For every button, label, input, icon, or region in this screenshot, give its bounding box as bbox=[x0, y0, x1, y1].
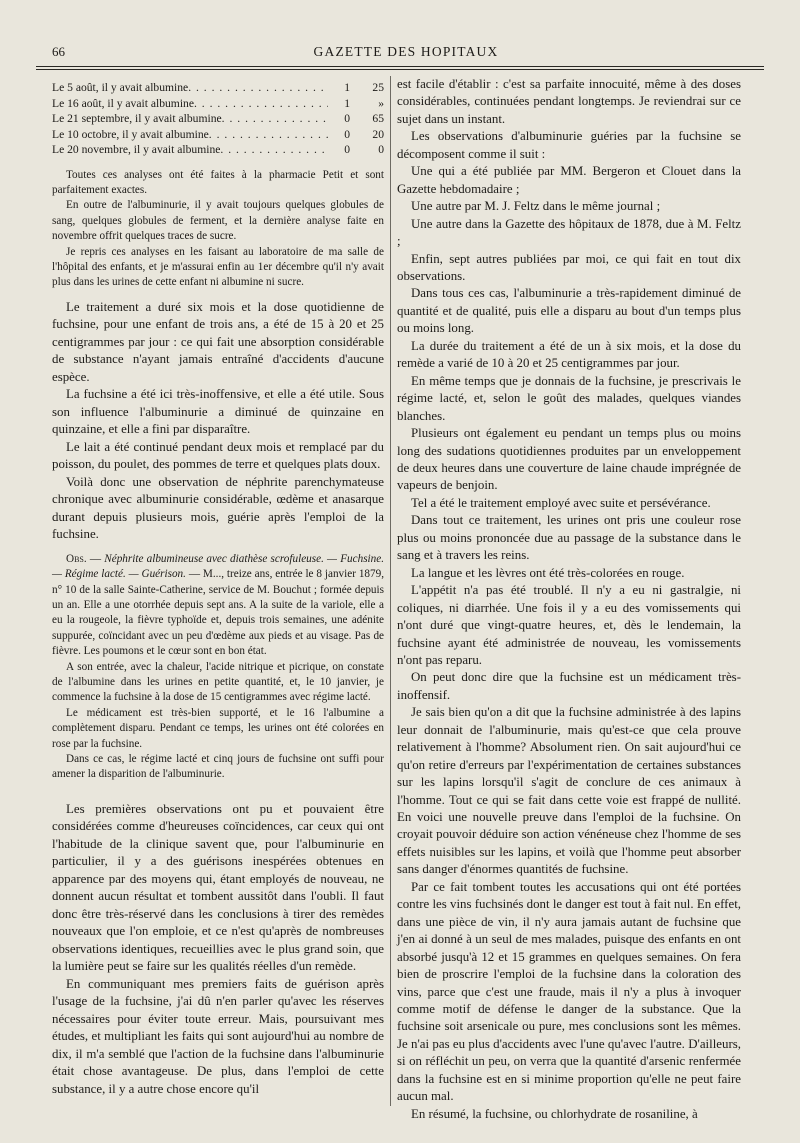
spacer bbox=[52, 544, 384, 552]
analysis-value: 20 bbox=[372, 127, 384, 141]
paragraph: Le traitement a duré six mois et la dose quotidienne de fuchsine, pour une enfant de trois ans, a été de 15 à 20 et 25 centigrammes par jour : ce qui fait une absorption considérable de substance n'ayant jamais entraîné d'accidents d'aucune espèce. bbox=[52, 299, 384, 384]
column-divider bbox=[390, 76, 391, 1106]
analysis-value: » bbox=[378, 96, 384, 110]
observation-label: Obs. bbox=[66, 552, 87, 565]
analysis-value: 0 bbox=[344, 143, 350, 156]
leader-dots bbox=[194, 96, 328, 112]
observation-title: Néphrite albumineuse avec diathèse scrofuleuse. — Fuchsine. — Régime lacté. — Guérison. bbox=[52, 552, 385, 581]
paragraph: Dans ce cas, le régime lacté et cinq jours de fuchsine ont suffi pour amener la disparition de l'albuminurie. bbox=[52, 753, 384, 781]
paragraph: Tel a été le traitement employé avec suite et persévérance. bbox=[411, 495, 711, 510]
paragraph: L'appétit n'a pas été troublé. Il n'y a eu ni gastralgie, ni coliques, ni diarrhée. Une fois il y a eu des vomissements qui n'ont duré que vingt-quatre heures, et, dès le lendemain, la fuchsine ayant été administrée de nouveau, les vomissements n'ont pas reparu. bbox=[397, 583, 741, 667]
header-rule bbox=[36, 66, 764, 70]
paragraph: Les observations d'albuminurie guéries par la fuchsine se décomposent comme il suit : bbox=[397, 129, 741, 161]
analysis-row bbox=[52, 111, 384, 127]
paragraph: Une autre par M. J. Feltz dans le même journal ; bbox=[411, 199, 661, 214]
analysis-row bbox=[52, 96, 384, 112]
paragraph: Enfin, sept autres publiées par moi, ce qui fait en tout dix observations. bbox=[397, 251, 741, 283]
analysis-row bbox=[52, 80, 384, 96]
paragraph: Les premières observations ont pu et pouvaient être considérées comme d'heureuses coïncidences, car ceux qui ont l'habitude de la clinique savent que, pour l'albuminurie en particulier, il y a des guérisons inespérées obtenues en apparence par des moyens qui, étant employés de nouveau, ne donnent aucun résultat et tombent aussitôt dans l'oubli. Il faut donc être très-réservé dans les conclusions à tirer des remèdes nouveaux que l'on emploie, et ce n'est qu'après de nombreuses observations identiques, recueillies avec le plus grand soin, que la lumière peut se faire sur les qualités réelles d'un remède. bbox=[52, 801, 384, 974]
analysis-table bbox=[52, 80, 384, 158]
paragraph: La fuchsine a été ici très-inoffensive, et elle a été utile. Sous son influence l'albuminurie a diminué de quinzaine en quinzaine, et elle a fini par disparaître. bbox=[52, 387, 384, 437]
leader-dots bbox=[220, 142, 328, 158]
paragraph: En résumé, la fuchsine, ou chlorhydrate de rosaniline, à bbox=[411, 1106, 698, 1121]
paragraph: Dans tous ces cas, l'albuminurie a très-rapidement diminué de quantité et de qualité, puis elle a disparu au bout d'un temps plus ou moins long. bbox=[397, 286, 741, 336]
paragraph: Dans tout ce traitement, les urines ont pris une couleur rose plus ou moins prononcée due au passage de la substance dans le sang et à travers les reins. bbox=[397, 513, 741, 563]
paragraph: On peut donc dire que la fuchsine est un médicament très-inoffensif. bbox=[397, 670, 741, 702]
analysis-label: Le 20 novembre, il y avait albumine bbox=[52, 143, 221, 156]
analysis-row bbox=[52, 142, 384, 158]
paragraph: Une qui a été publiée par MM. Bergeron et Clouet dans la Gazette hebdomadaire ; bbox=[397, 164, 741, 196]
paragraph: En même temps que je donnais de la fuchsine, je prescrivais le régime lacté, et, selon le goût des malades, quelques viandes blanches. bbox=[397, 373, 741, 423]
right-column bbox=[397, 76, 741, 1123]
observation-heading: Obs. — Néphrite albumineuse avec diathèse scrofuleuse. — Fuchsine. — Régime lacté. — Guérison. — M..., treize ans, entrée le 8 janvier 1879, n° 10 de la salle Sainte-Catherine, service de M. Bouchut ; formée depuis un an. Elle a une otorrhée depuis sept ans. A la suite de la variole, elle a eu la rougeole, la fièvre typhoïde et, depuis trois semaines, une adénite suppurée, coïncidant avec un peu d'œdème aux pieds et au visage. Pas de fièvre. Les poumons et le cœur sont en bon état. bbox=[52, 552, 385, 658]
spacer bbox=[52, 291, 384, 299]
analysis-label: Le 21 septembre, il y avait albumine bbox=[52, 112, 222, 125]
paragraph: Plusieurs ont également eu pendant un temps plus ou moins long des sudations quotidiennes produites par un enveloppement de deux heures dans une couverture de laine chaude imprégnée de vapeurs de benjoin. bbox=[397, 426, 741, 493]
paragraph: La langue et les lèvres ont été très-colorées en rouge. bbox=[411, 565, 685, 580]
analysis-value: 0 bbox=[378, 143, 384, 156]
page-header bbox=[52, 44, 760, 64]
left-column bbox=[52, 76, 384, 1098]
paragraph: A son entrée, avec la chaleur, l'acide nitrique et picrique, on constate de l'albumine dans les urines en petite quantité, et, le 10 janvier, je commence la fuchsine à la dose de 15 centigrammes avec régime lacté. bbox=[52, 660, 384, 704]
running-title: GAZETTE DES HOPITAUX bbox=[313, 44, 499, 59]
paragraph: La durée du traitement a été de un à six mois, et la dose du remède a varié de 10 à 20 et 25 centigrammes par jour. bbox=[397, 338, 741, 371]
paragraph: Voilà donc une observation de néphrite parenchymateuse chronique avec albuminurie considérable, œdème et anasarque durant depuis plusieurs mois, guérie après l'emploi de la fuchsine. bbox=[52, 474, 384, 542]
paragraph: Je sais bien qu'on a dit que la fuchsine administrée à des lapins leur donnait de l'albuminurie, mais qu'est-ce que cela prouve relativement à l'homme? Absolument rien. On sait aujourd'hui ce qu'on retire d'erreurs par l'expérimentation de certaines substances sur les lapins lorsqu'il s'agit de conclure de ces animaux à l'homme. Tout ce qui se fait dans cette voie est frappé de nullité. En voici une nouvelle preuve dans l'emploi de la fuchsine. On croyait pouvoir déduire son action vénéneuse chez l'homme de ses effets nuisibles sur les lapins, et voilà que l'homme peut absorber sans danger d'énormes quantités de fuchsine. bbox=[397, 705, 741, 877]
analysis-value: 0 bbox=[344, 127, 350, 141]
paragraph: Le lait a été continué pendant deux mois et remplacé par du poisson, du poulet, des pommes de terre et quelques plats doux. bbox=[52, 439, 384, 472]
analysis-label: Le 5 août, il y avait albumine bbox=[52, 81, 189, 94]
analysis-value: 65 bbox=[372, 112, 384, 125]
paragraph: Le médicament est très-bien supporté, et le 16 l'albumine a complètement disparu. Pendant ce temps, les urines ont été colorées en rose par la fuchsine. bbox=[52, 706, 384, 750]
analysis-label: Le 16 août, il y avait albumine bbox=[52, 96, 194, 110]
analysis-value: 0 bbox=[344, 112, 350, 125]
leader-dots bbox=[222, 111, 328, 127]
paragraph: Toutes ces analyses ont été faites à la pharmacie Petit et sont parfaitement exactes. bbox=[52, 168, 384, 196]
analysis-row bbox=[52, 127, 384, 143]
paragraph: Je repris ces analyses en les faisant au laboratoire de ma salle de l'hôpital des enfants, et je m'assurai enfin au 1er décembre qu'il n'y avait plus dans les urines de cette enfant ni albumine ni sucre. bbox=[52, 245, 384, 289]
analysis-value: 1 bbox=[344, 81, 350, 94]
leader-dots bbox=[209, 127, 328, 143]
spacer bbox=[52, 783, 384, 801]
paragraph: En outre de l'albuminurie, il y avait toujours quelques globules de sang, quelques globules de ferment, et la dernière analyse faite en novembre offrit quelques traces de sucre. bbox=[52, 199, 384, 243]
analysis-label: Le 10 octobre, il y avait albumine bbox=[52, 127, 209, 141]
leader-dots bbox=[188, 80, 328, 96]
page-number: 66 bbox=[52, 44, 65, 59]
paragraph: Une autre dans la Gazette des hôpitaux de 1878, due à M. Feltz ; bbox=[397, 216, 741, 249]
paragraph: est facile d'établir : c'est sa parfaite innocuité, même à des doses considérables, continuées pendant longtemps. Je reviendrai sur ce sujet dans un instant. bbox=[397, 77, 741, 126]
paragraph: En communiquant mes premiers faits de guérison après l'usage de la fuchsine, j'ai dû n'en parler qu'avec les réserves nécessaires pour éviter toute erreur. Mais, poursuivant mes études, et multipliant les faits qui sont aujourd'hui au nombre de dix, il m'a semblé que l'action de la fuchsine dans l'albuminurie était chose avantageuse. De plus, dans l'emploi de cette substance, il y a autre chose encore qu'il bbox=[52, 976, 384, 1096]
observation-text: — M..., treize ans, entrée le 8 janvier 1879, n° 10 de la salle Sainte-Catherine, service de M. Bouchut ; formée depuis un an. Elle a une otorrhée depuis sept ans. A la suite de la variole, elle a eu la rougeole, la fièvre typhoïde et, depuis trois semaines, une adénite suppurée, coïncidant avec un peu d'œdème aux pieds et au visage. Pas de fièvre. Les poumons et le cœur sont en bon état. bbox=[52, 568, 384, 658]
analysis-value: 25 bbox=[372, 81, 384, 94]
analysis-value: 1 bbox=[344, 96, 350, 110]
paragraph: Par ce fait tombent toutes les accusations qui ont été portées contre les vins fuchsinés dont le danger est tout à fait nul. En effet, dans une pièce de vin, il n'y aura jamais autant de fuchsine que j'en ai donné à un seul de mes malades, puisque des enfants en ont absorbé jusqu'à 12 et 15 grammes en quelques semaines. On fera bien de proscrire l'emploi de la fuchsine dans la coloration des vins, parce que c'est une fraude, mais il n'y a plus à invoquer comme motif de défense le danger de la substance. Que la fuchsine soit arsenicale ou pure, mes conclusions sont les mêmes. Je n'ai pas eu plus d'accidents avec l'une qu'avec l'autre. D'ailleurs, si on réfléchit un peu, on verra que la quantité d'arsenic renfermée dans la fuchsine est en si minime proportion qu'elle ne peut faire aucun mal. bbox=[397, 879, 741, 1104]
